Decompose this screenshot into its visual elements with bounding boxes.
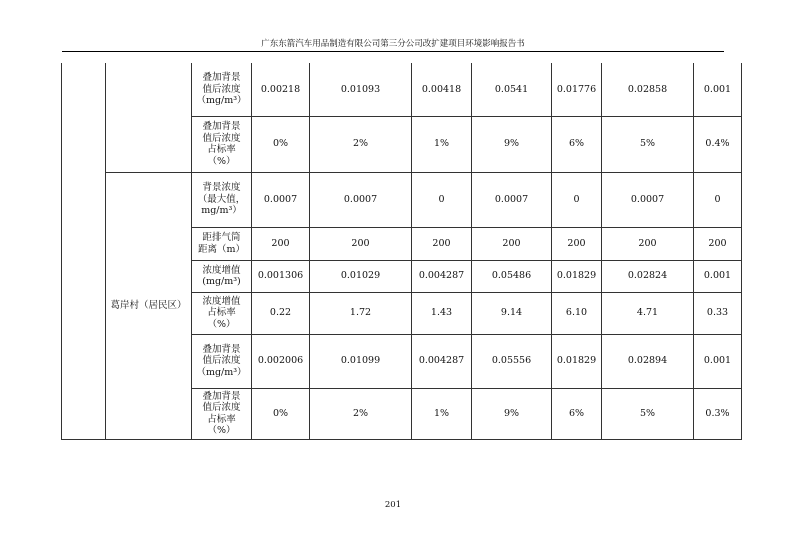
row-label-line: 浓度增值 xyxy=(202,264,241,276)
row-label xyxy=(192,116,252,172)
row-label-line: 距离（m） xyxy=(197,243,245,255)
row-label xyxy=(192,227,252,260)
row-label-line: 距排气筒 xyxy=(202,232,241,243)
value-cell: 0% xyxy=(252,388,310,439)
value-cell: 0.00218 xyxy=(252,63,310,116)
value-cell: 200 xyxy=(412,227,472,260)
row-label-line: 叠加背景 xyxy=(202,343,241,355)
data-table xyxy=(61,63,742,440)
row-label-line: （%） xyxy=(207,425,236,436)
value-cell: 4.71 xyxy=(602,292,694,334)
value-cell: 0.0007 xyxy=(310,172,412,227)
row-label-line: （mg/m³） xyxy=(196,366,247,378)
value-cell: 0.01093 xyxy=(310,63,412,116)
row-label-line: （最大值， xyxy=(197,193,246,205)
site-name: 葛岸村（居民区） xyxy=(106,172,192,439)
value-cell: 0.01776 xyxy=(552,63,602,116)
value-cell: 0.001 xyxy=(694,334,742,388)
value-cell: 200 xyxy=(252,227,310,260)
row-label-line: （mg/m³） xyxy=(196,95,247,106)
row-label-line: 叠加背景 xyxy=(202,121,241,132)
row-label-line: （%） xyxy=(207,318,236,330)
value-cell: 0.004287 xyxy=(412,260,472,292)
row-label-line: 占标率 xyxy=(207,307,236,319)
value-cell: 0.05556 xyxy=(472,334,552,388)
group-cell xyxy=(62,63,106,439)
page-header: 广东东箭汽车用品制造有限公司第三分公司改扩建项目环境影响报告书 xyxy=(261,39,525,49)
value-cell: 6% xyxy=(552,388,602,439)
value-cell: 0 xyxy=(694,172,742,227)
value-cell: 0.001 xyxy=(694,260,742,292)
value-cell: 0.001306 xyxy=(252,260,310,292)
value-cell: 0.01029 xyxy=(310,260,412,292)
row-label-line: (mg/m³) xyxy=(202,276,241,287)
value-cell: 1.72 xyxy=(310,292,412,334)
row-label-line: 叠加背景 xyxy=(202,390,241,402)
value-cell: 0.004287 xyxy=(412,334,472,388)
row-label-line: 背景浓度 xyxy=(202,182,241,194)
row-label xyxy=(192,334,252,388)
value-cell: 0.22 xyxy=(252,292,310,334)
value-cell: 200 xyxy=(602,227,694,260)
value-cell: 6% xyxy=(552,116,602,172)
row-label xyxy=(192,172,252,227)
value-cell: 1% xyxy=(412,388,472,439)
row-label-line: 值后浓度 xyxy=(202,132,241,144)
value-cell: 6.10 xyxy=(552,292,602,334)
row-label-line: （%） xyxy=(207,155,236,167)
value-cell: 200 xyxy=(310,227,412,260)
row-label-line: 占标率 xyxy=(207,413,236,425)
row-label-line: 值后浓度 xyxy=(202,83,241,95)
header-rule xyxy=(62,51,724,52)
row-label xyxy=(192,63,252,116)
row-label xyxy=(192,260,252,292)
page-number: 201 xyxy=(384,500,402,510)
row-label-line: 值后浓度 xyxy=(202,402,241,413)
value-cell: 0.002006 xyxy=(252,334,310,388)
value-cell: 9.14 xyxy=(472,292,552,334)
row-label-line: 叠加背景 xyxy=(202,72,241,83)
value-cell: 9% xyxy=(472,388,552,439)
value-cell: 2% xyxy=(310,388,412,439)
value-cell: 0.0541 xyxy=(472,63,552,116)
value-cell: 0.33 xyxy=(694,292,742,334)
site-cell-prev xyxy=(106,63,192,172)
value-cell: 0 xyxy=(412,172,472,227)
value-cell: 0.0007 xyxy=(602,172,694,227)
value-cell: 0.02858 xyxy=(602,63,694,116)
value-cell: 0.05486 xyxy=(472,260,552,292)
value-cell: 0.02824 xyxy=(602,260,694,292)
row-label-line: 值后浓度 xyxy=(202,355,241,367)
row-label xyxy=(192,388,252,439)
value-cell: 0 xyxy=(552,172,602,227)
value-cell: 0.0007 xyxy=(252,172,310,227)
value-cell: 5% xyxy=(602,388,694,439)
value-cell: 5% xyxy=(602,116,694,172)
value-cell: 0.0007 xyxy=(472,172,552,227)
value-cell: 0.001 xyxy=(694,63,742,116)
value-cell: 0% xyxy=(252,116,310,172)
value-cell: 0.01829 xyxy=(552,334,602,388)
value-cell: 9% xyxy=(472,116,552,172)
table-row xyxy=(62,63,742,116)
row-label xyxy=(192,292,252,334)
value-cell: 200 xyxy=(472,227,552,260)
value-cell: 1.43 xyxy=(412,292,472,334)
value-cell: 0.3% xyxy=(694,388,742,439)
value-cell: 0.01099 xyxy=(310,334,412,388)
row-label-line: 浓度增值 xyxy=(202,295,241,307)
value-cell: 200 xyxy=(694,227,742,260)
row-label-line: mg/m³） xyxy=(201,205,242,217)
value-cell: 0.00418 xyxy=(412,63,472,116)
value-cell: 2% xyxy=(310,116,412,172)
value-cell: 0.01829 xyxy=(552,260,602,292)
value-cell: 0.4% xyxy=(694,116,742,172)
table-row xyxy=(62,172,742,227)
row-label-line: 占标率 xyxy=(207,144,236,155)
value-cell: 0.02894 xyxy=(602,334,694,388)
value-cell: 1% xyxy=(412,116,472,172)
value-cell: 200 xyxy=(552,227,602,260)
